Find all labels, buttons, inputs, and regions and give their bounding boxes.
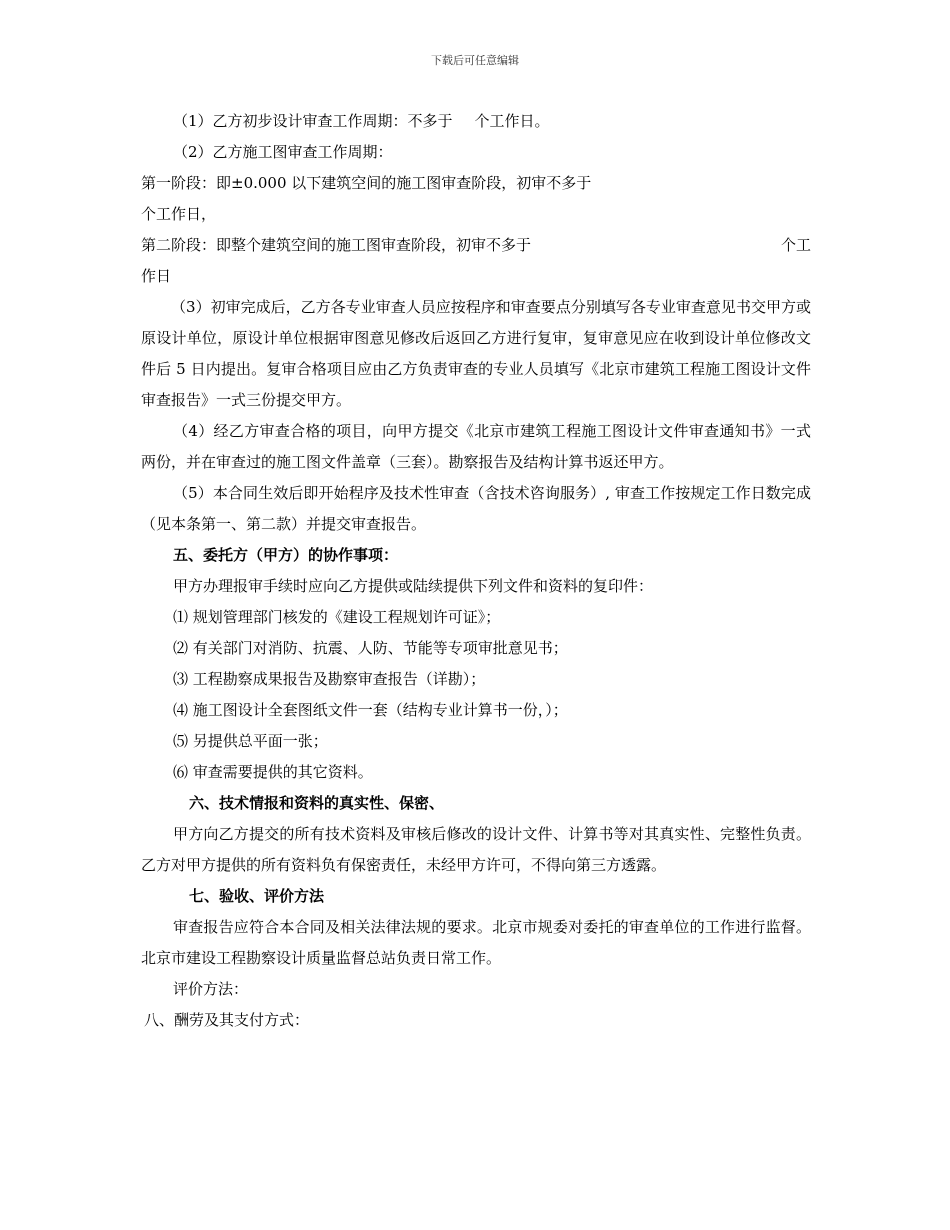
list-item: ⑴ 规划管理部门核发的《建设工程规划许可证》； xyxy=(173,608,501,626)
list-item: ⑵ 有关部门对消防、抗震、人防、节能等专项审批意见书； xyxy=(173,639,568,657)
stage-2-text: 第二阶段：即整个建筑空间的施工图审查阶段，初审不多于 xyxy=(141,236,532,254)
list-item: ⑷ 施工图设计全套图纸文件一套（结构专业计算书一份，）； xyxy=(173,701,568,719)
page-header: 下载后可任意编辑 xyxy=(431,54,519,67)
item-1-review-period xyxy=(141,106,811,137)
section-six-heading: 六、技术情报和资料的真实性、保密、 xyxy=(189,794,445,812)
section-seven-body: 审查报告应符合本合同及相关法律法规的要求。北京市规委对委托的审查单位的工作进行监督。北京市建设工程勘察设计质量监督总站负责日常工作。 xyxy=(141,918,811,967)
stage-1-line-1: 第一阶段：即±0.000 以下建筑空间的施工图审查阶段，初审不多于 xyxy=(141,174,592,192)
section-five-intro: 甲方办理报审手续时应向乙方提供或陆续提供下列文件和资料的复印件： xyxy=(173,577,654,595)
list-item: ⑹ 审查需要提供的其它资料。 xyxy=(173,763,373,781)
item-5-paragraph: （5）本合同生效后即开始程序及技术性审查（含技术咨询服务）, 审查工作按规定工作日数完成（见本条第一、第二款）并提交审查报告。 xyxy=(141,484,811,533)
document-body xyxy=(141,106,811,1036)
stage-2-line-1 xyxy=(141,230,811,261)
section-eight-heading: 八、酬劳及其支付方式： xyxy=(144,1011,310,1029)
stage-1-line-2: 个工作日， xyxy=(141,205,217,223)
list-item: ⑶ 工程勘察成果报告及勘察审查报告（详勘）； xyxy=(173,670,486,688)
item-3-paragraph: （3）初审完成后，乙方各专业审查人员应按程序和审查要点分别填写各专业审查意见书交甲方或原设计单位，原设计单位根据审图意见修改后返回乙方进行复审，复审意见应在收到设计单位修改文件后 5 日内提出。复审合格项目应由乙方负责审查的专业人员填写《北京市建筑工程施工图设计文件审查报告》一式三份提交甲方。 xyxy=(141,298,811,409)
section-six-body: 甲方向乙方提交的所有技术资料及审核后修改的设计文件、计算书等对其真实性、完整性负责。乙方对甲方提供的所有资料负有保密责任，未经甲方许可，不得向第三方透露。 xyxy=(141,825,811,874)
item-2-construction-review: （2）乙方施工图审查工作周期： xyxy=(173,143,393,161)
section-five-heading: 五、委托方（甲方）的协作事项： xyxy=(173,546,399,564)
evaluation-method: 评价方法： xyxy=(173,980,249,998)
list-item: ⑸ 另提供总平面一张； xyxy=(173,732,328,750)
item-4-paragraph: （4）经乙方审查合格的项目，向甲方提交《北京市建筑工程施工图设计文件审查通知书》一式两份，并在审查过的施工图文件盖章（三套）。勘察报告及结构计算书返还甲方。 xyxy=(141,422,811,471)
stage-2-line-2: 作日 xyxy=(141,267,172,285)
item-1-text: （1）乙方初步设计审查工作周期：不多于 xyxy=(173,112,453,130)
stage-2-suffix: 个工 xyxy=(780,236,811,254)
section-seven-heading: 七、验收、评价方法 xyxy=(189,887,325,905)
item-1-suffix: 个工作日。 xyxy=(474,112,550,130)
